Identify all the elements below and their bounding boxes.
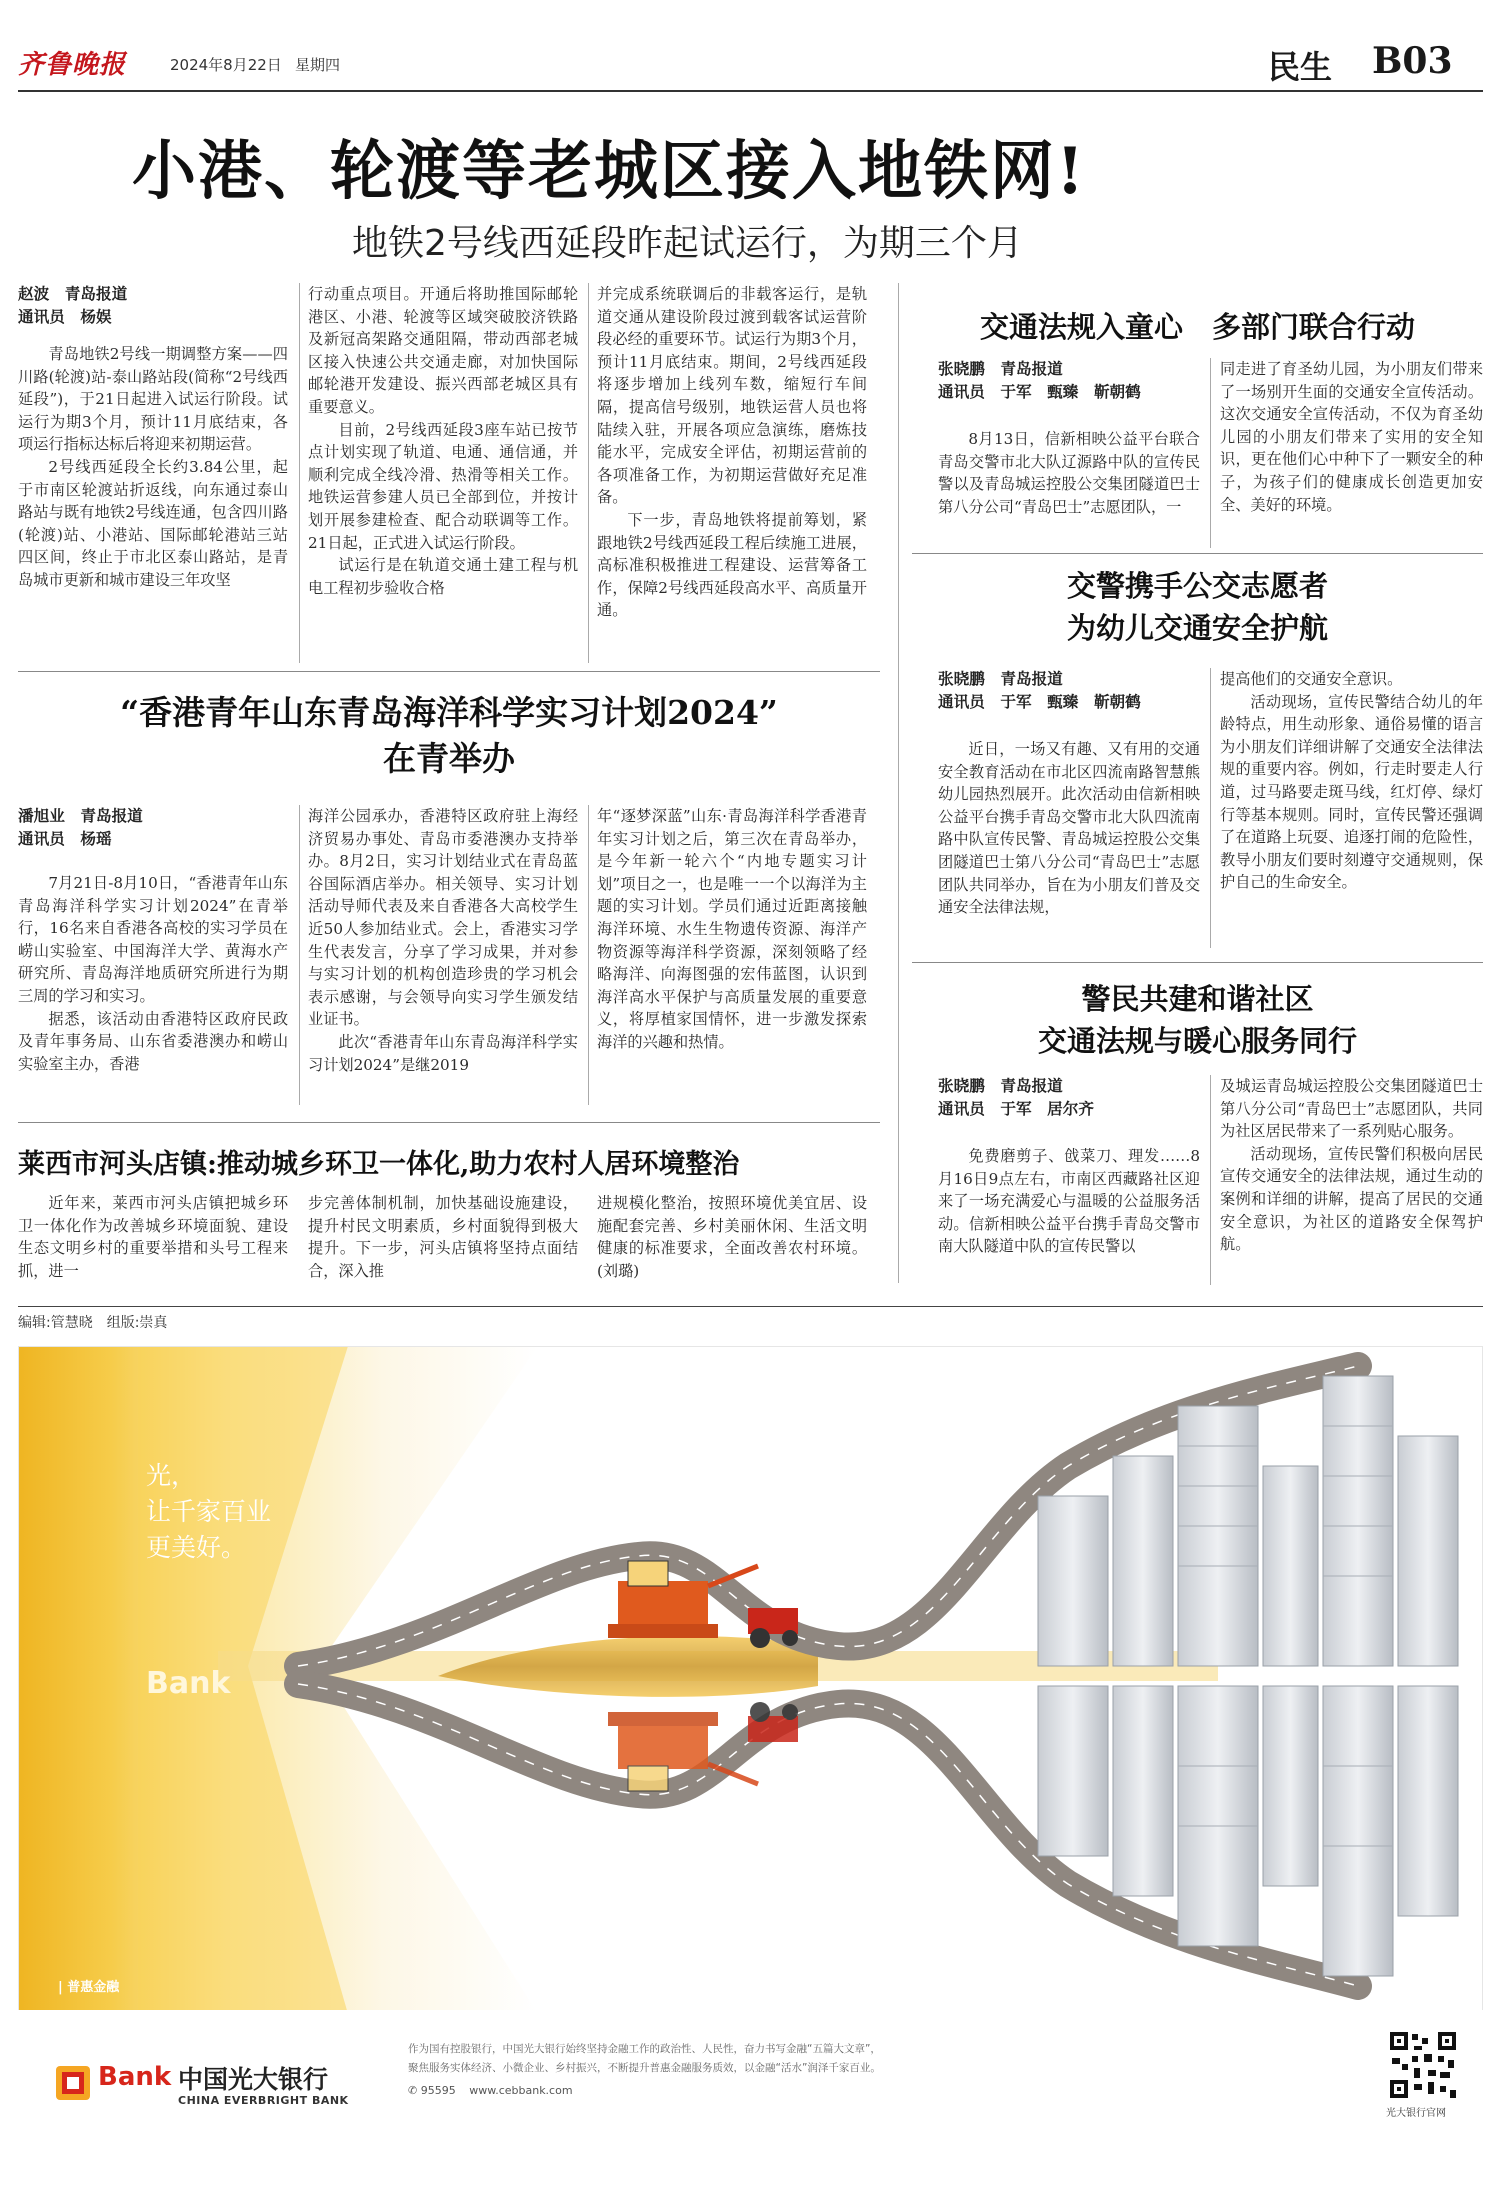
column-divider: [1210, 358, 1211, 548]
lead-paragraph: 目前，2号线西延段3座车站已按节点计划实现了轨道、电通、通信通，并顺利完成全线冷滑、热滑等相关工作。地铁运营参建人员已全部到位，并按计划开展参建检查、配合动联调等工作。21日起，正式进入试运行阶段。: [308, 420, 578, 552]
qr-code-label: 光大银行官网: [1386, 2108, 1446, 2119]
hk-column-3: [597, 805, 867, 1054]
ad-inclusive-finance-tag: | 普惠金融: [58, 1980, 120, 1995]
traffic-1-byline-correspondent: 通讯员 于军 甄臻 靳朝鹤: [938, 383, 1141, 401]
article-divider: [912, 553, 1483, 554]
laixi-column-3: [597, 1192, 867, 1282]
traffic-2-byline: [938, 668, 1228, 714]
traffic-3-byline-correspondent: 通讯员 于军 居尔齐: [938, 1100, 1094, 1118]
traffic-3-headline-line-2: 交通法规与暖心服务同行: [1037, 1024, 1357, 1058]
column-divider: [299, 805, 300, 1105]
traffic-1-column-2: [1220, 358, 1483, 516]
traffic-1-column-1: [938, 428, 1200, 518]
lead-paragraph: 试运行是在轨道交通土建工程与机电工程初步验收合格: [308, 556, 578, 597]
hk-column-2: [308, 805, 578, 1076]
column-divider: [588, 283, 589, 663]
ad-description-line-1: 作为国有控股银行，中国光大银行始终坚持金融工作的政治性、人民性，奋力书写金融“五篇大文章”，: [408, 2043, 881, 2055]
lead-paragraph: 青岛地铁2号线一期调整方案——四川路(轮渡)站-泰山路站段(简称“2号线西延段”)，于21日起进入试运行阶段。试运行为期3个月，预计11月底结束，各项运行指标达标后将迎来初期运营。: [18, 345, 288, 454]
column-divider: [1210, 668, 1211, 948]
laixi-paragraph: 近年来，莱西市河头店镇把城乡环卫一体化作为改善城乡环境面貌、建设生态文明乡村的重要举措和头号工程来抓，进一: [18, 1194, 288, 1280]
hk-paragraph: 此次“香港青年山东青岛海洋科学实习计划2024”是继2019: [308, 1032, 578, 1074]
traffic-1-byline-reporter: 张晓鹏 青岛报道: [938, 360, 1063, 378]
lead-paragraph: 并完成系统联调后的非载客运行，是轨道交通从建设阶段过渡到载客试运营阶段必经的重要环节。试运行为期3个月，预计11月底结束。期间，2号线西延段将逐步增加上线列车数，缩短行车间隔，提高信号级别，地铁运营人员也将陆续入驻，开展各项应急演练，磨炼技能水平，完成安全评估，初期运营前的各项准备工作，为初期运营做好充足准备。: [597, 285, 867, 507]
hk-paragraph: 据悉，该活动由香港特区政府民政及青年事务局、山东省委港澳办和崂山实验室主办，香港: [18, 1009, 288, 1073]
phone-icon: ✆: [408, 2084, 421, 2097]
article-divider: [912, 962, 1483, 963]
traffic-2-column-1: [938, 738, 1200, 919]
bank-brand-cn: 中国光大银行: [178, 2065, 329, 2094]
editors-credit: 编辑:管慧晓 组版:崇真: [18, 1315, 168, 1331]
laixi-paragraph: 步完善体制机制，加快基础设施建设，提升村民文明素质，乡村面貌得到极大提升。下一步，河头店镇将坚持点面结合，深入推: [308, 1194, 578, 1280]
header-rule: [18, 90, 1483, 92]
bank-brand-en: CHINA EVERBRIGHT BANK: [178, 2094, 349, 2107]
ad-bank-mark-small: Bank: [98, 2062, 172, 2092]
hk-paragraph: 年“逐梦深蓝”山东·青岛海洋科学香港青年实习计划之后，第三次在青岛举办，是今年新一轮六个“内地专题实习计划”项目之一，也是唯一一个以海洋为主题的实习计划。学员们通过近距离接触海洋环境、水生生物遗传资源、海洋产物资源等海洋科学资源，深刻领略了经略海洋、向海图强的宏伟蓝图，认识到海洋高水平保护与高质量发展的重要意义，将厚植家国情怀，进一步激发探索海洋的兴趣和热情。: [597, 807, 867, 1051]
ad-website[interactable]: www.cebbank.com: [469, 2084, 573, 2097]
traffic-1-byline: [938, 358, 1228, 404]
hk-headline: [18, 690, 880, 782]
ad-slogan: [146, 1458, 271, 1566]
laixi-column-1: [18, 1192, 288, 1282]
lead-column-2: [308, 283, 578, 599]
lead-paragraph: 2号线西延段全长约3.84公里，起于市南区轮渡站折返线，向东通过泰山路站与既有地铁2号线连通，包含四川路(轮渡)站、小港站、国际邮轮港站三站四区间，终止于市北区泰山路站，是青岛城市更新和城市建设三年攻坚: [18, 457, 288, 589]
laixi-column-2: [308, 1192, 578, 1282]
lead-headline: 小港、轮渡等老城区接入地铁网!: [132, 134, 1087, 209]
page-number: B03: [1372, 40, 1453, 82]
hk-headline-line-2: 在青举办: [383, 739, 515, 778]
lead-column-3: [597, 283, 867, 622]
hk-byline-correspondent: 通讯员 杨瑶: [18, 830, 112, 848]
traffic-1-paragraph: 8月13日，信新相映公益平台联合青岛交警市北大队辽源路中队的宣传民警以及青岛城运控股公交集团隧道巴士第八分公司“青岛巴士”志愿团队，一: [938, 430, 1200, 516]
column-divider: [299, 283, 300, 663]
ad-slogan-line-2: 让千家百业: [146, 1497, 272, 1526]
lead-paragraph: 下一步，青岛地铁将提前筹划，紧跟地铁2号线西延段工程后续施工进展，高标准积极推进工程建设、运营筹备工作，保障2号线西延段高水平、高质量开通。: [597, 510, 867, 620]
traffic-3-column-2: [1220, 1075, 1483, 1256]
section-name: 民生: [1268, 48, 1333, 86]
traffic-1-paragraph: 同走进了育圣幼儿园，为小朋友们带来了一场别开生面的交通安全宣传活动。这次交通安全宣传活动，不仅为育圣幼儿园的小朋友们带来了实用的安全知识，更在他们心中种下了一颗安全的种子，为孩子们的健康成长创造更加安全、美好的环境。: [1220, 360, 1483, 514]
traffic-3-paragraph: 及城运青岛城运控股公交集团隧道巴士第八分公司“青岛巴士”志愿团队，共同为社区居民带来了一系列贴心服务。: [1220, 1077, 1483, 1141]
traffic-2-column-2: [1220, 668, 1483, 894]
traffic-3-column-1: [938, 1145, 1200, 1258]
traffic-1-headline: 交通法规入童心 多部门联合行动: [979, 310, 1415, 344]
ad-slogan-line-1: 光，: [146, 1461, 197, 1490]
column-divider: [588, 805, 589, 1105]
traffic-3-paragraph: 活动现场，宣传民警们积极向居民宣传交通安全的法律法规，通过生动的案例和详细的讲解，提高了居民的交通安全意识，为社区的道路安全保驾护航。: [1220, 1144, 1483, 1254]
traffic-2-paragraph: 提高他们的交通安全意识。: [1220, 670, 1403, 688]
traffic-2-byline-correspondent: 通讯员 于军 甄臻 靳朝鹤: [938, 693, 1141, 711]
footer-rule: [18, 1306, 1483, 1307]
laixi-headline: 莱西市河头店镇:推动城乡环卫一体化,助力农村人居环境整治: [18, 1149, 740, 1180]
ad-description-line-2: 聚焦服务实体经济、小微企业、乡村振兴，不断提升普惠金融服务质效，以金融“活水”润泽千家百业。: [408, 2062, 881, 2074]
lead-paragraph: 行动重点项目。开通后将助推国际邮轮港区、小港、轮渡等区域突破胶济铁路及新冠高架路交通阻隔，带动西部老城区接入快速公共交通走廊，对加快国际邮轮港开发建设、振兴西部老城区具有重要意义。: [308, 285, 578, 416]
traffic-3-byline-reporter: 张晓鹏 青岛报道: [938, 1077, 1063, 1095]
ad-contact: [408, 2084, 573, 2097]
lead-byline-reporter: 赵波 青岛报道: [18, 285, 128, 303]
ceb-logo-icon: [56, 2066, 90, 2100]
traffic-2-paragraph: 近日，一场又有趣、又有用的交通安全教育活动在市北区四流南路智慧熊幼儿园热烈展开。此次活动由信新相映公益平台携手青岛交警市北大队四流南路中队宣传民警、青岛城运控股公交集团隧道巴士第八分公司“青岛巴士”志愿团队共同举办，旨在为小朋友们普及交通安全法律法规，: [938, 740, 1200, 917]
article-divider: [18, 671, 880, 672]
lead-byline-correspondent: 通讯员 杨娱: [18, 308, 112, 326]
article-divider: [18, 1122, 880, 1123]
column-divider: [1210, 1075, 1211, 1285]
hk-paragraph: 7月21日-8月10日，“香港青年山东青岛海洋科学实习计划2024”在青举行，16名来自香港各高校的实习学员在崂山实验室、中国海洋大学、黄海水产研究所、青岛海洋地质研究所进行为期三周的学习和实习。: [18, 874, 288, 1005]
traffic-2-paragraph: 活动现场，宣传民警结合幼儿的年龄特点，用生动形象、通俗易懂的语言为小朋友们详细讲解了交通安全法律法规的重要内容。例如，行走时要走人行道，过马路要走斑马线，红灯停、绿灯行等基本规则。同时，宣传民警还强调了在道路上玩耍、追逐打闹的危险性，教导小朋友们要时刻遵守交通规则，保护自己的生命安全。: [1220, 692, 1483, 892]
hk-paragraph: 海洋公园承办，香港特区政府驻上海经济贸易办事处、青岛市委港澳办支持举办。8月2日，实习计划结业式在青岛蓝谷国际酒店举办。相关领导、实习计划活动导师代表及来自香港各大高校学生近50人参加结业式。会上，香港实习学生代表发言，分享了学习成果，并对参与实习计划的机构创造珍贵的学习机会表示感谢，与会领导向实习学生颁发结业证书。: [308, 807, 578, 1029]
masthead-weekday: 星期四: [295, 56, 341, 74]
lead-byline: [18, 283, 288, 329]
traffic-2-headline-line-2: 为幼儿交通安全护航: [1066, 611, 1328, 645]
traffic-2-headline-line-1: 交警携手公交志愿者: [1066, 569, 1328, 603]
qr-code-icon: [1388, 2030, 1458, 2100]
hk-byline-reporter: 潘旭业 青岛报道: [18, 807, 143, 825]
ad-footer: [18, 2010, 1483, 2165]
ad-phone: 95595: [420, 2084, 456, 2097]
traffic-3-headline: [912, 978, 1483, 1062]
hk-headline-line-1: “香港青年山东青岛海洋科学实习计划2024”: [120, 693, 778, 732]
lead-column-1: [18, 343, 288, 592]
traffic-2-byline-reporter: 张晓鹏 青岛报道: [938, 670, 1063, 688]
section-divider: [898, 283, 899, 1283]
laixi-paragraph: 进规模化整治，按照环境优美宜居、设施配套完善、乡村美丽休闲、生活文明健康的标准要求，全面改善农村环境。(刘璐): [597, 1194, 867, 1280]
ad-slogan-line-3: 更美好。: [146, 1533, 247, 1562]
masthead-date: 2024年8月22日: [170, 56, 282, 74]
ad-description: [408, 2040, 881, 2078]
traffic-2-headline: [912, 565, 1483, 649]
ad-bank-mark: Bank: [146, 1666, 231, 1701]
masthead-logo: 齐鲁晚报: [18, 50, 127, 80]
traffic-3-byline: [938, 1075, 1228, 1121]
traffic-3-headline-line-1: 警民共建和谐社区: [1081, 982, 1314, 1016]
traffic-3-paragraph: 免费磨剪子、戗菜刀、理发……8月16日9点左右，市南区西藏路社区迎来了一场充满爱心与温暖的公益服务活动。信新相映公益平台携手青岛交警市南大队隧道中队的宣传民警以: [938, 1147, 1200, 1256]
hk-column-1: [18, 872, 288, 1075]
hk-byline: [18, 805, 288, 851]
lead-subheadline: 地铁2号线西延段昨起试运行，为期三个月: [352, 223, 1023, 264]
